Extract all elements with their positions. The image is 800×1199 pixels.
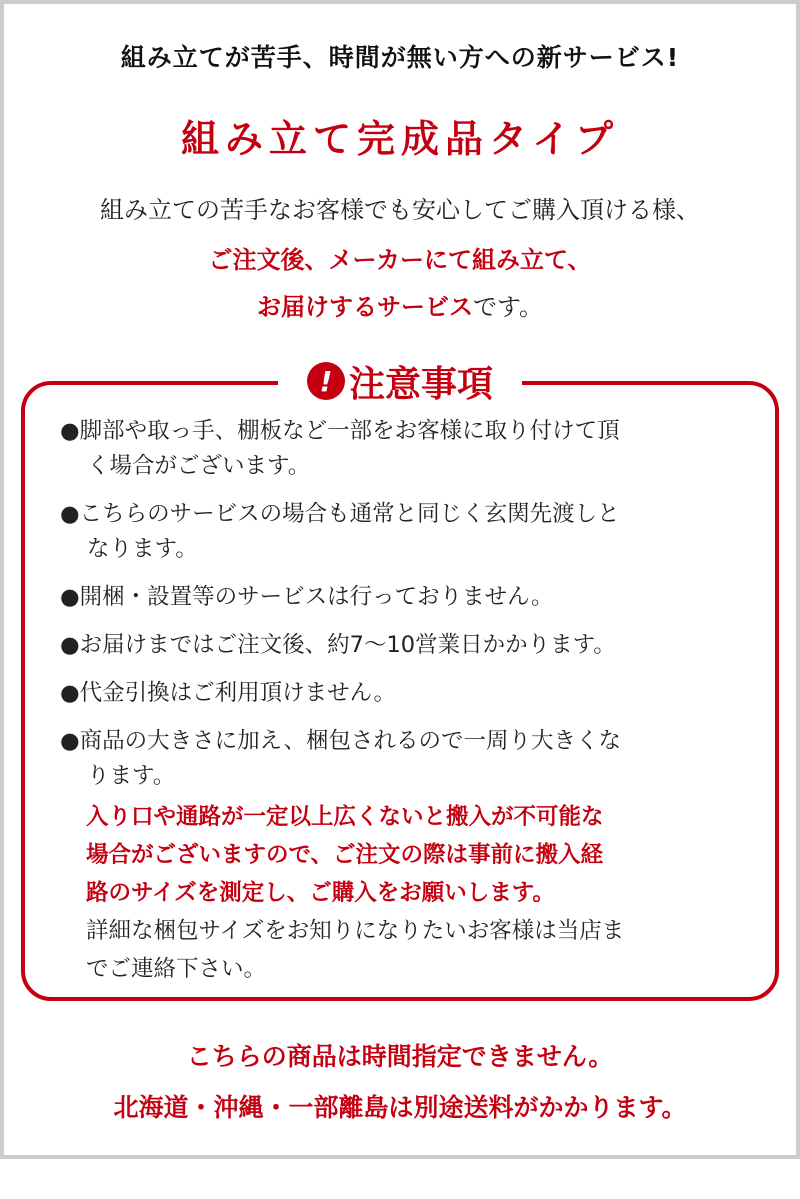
item-line: ●脚部や取っ手、棚板など一部をお客様に取り付けて頂 (60, 418, 620, 444)
red-note-line: 入り口や通路が一定以上広くないと搬入が不可能な (86, 804, 604, 830)
note-line: 詳細な梱包サイズをお知りになりたいお客様は当店ま (86, 918, 625, 944)
list-item (60, 628, 760, 663)
footer-line-2: 北海道・沖縄・一部離島は別途送料がかかります。 (113, 1093, 687, 1122)
notice-heading (278, 355, 522, 407)
footer-line-1: こちらの商品は時間指定できません。 (186, 1042, 614, 1071)
item-line: ●代金引換はご利用頂けません。 (60, 680, 396, 706)
list-item (60, 676, 760, 711)
intro-line-2: ご注文後、メーカーにて組み立て、 (208, 246, 592, 274)
list-item (60, 580, 760, 615)
headline: 組み立てが苦手、時間が無い方への新サービス! (120, 43, 680, 72)
exclamation-icon: ! (307, 362, 345, 400)
notice-list (60, 414, 760, 988)
red-note-line: 場合がございますので、ご注文の際は事前に搬入経 (86, 842, 604, 868)
item-line: く場合がございます。 (87, 453, 311, 479)
intro-line-3-rest: です。 (472, 293, 544, 321)
notice-heading-text: 注意事項 (348, 363, 493, 405)
item-line: ●開梱・設置等のサービスは行っておりません。 (60, 584, 554, 610)
list-item (60, 414, 760, 484)
intro-line-1: 組み立ての苦手なお客様でも安心してご購入頂ける様、 (100, 196, 700, 224)
page-title: 組み立て完成品タイプ (180, 117, 620, 161)
red-note-line: 路のサイズを測定し、ご購入をお願いします。 (86, 880, 555, 906)
item-line: なります。 (87, 536, 198, 562)
list-item (60, 497, 760, 567)
item-line: ります。 (87, 763, 176, 789)
intro-line-3-highlight: お届けするサービス (256, 293, 473, 321)
item-line: ●こちらのサービスの場合も通常と同じく玄関先渡しと (60, 501, 620, 527)
intro-line-3 (0, 287, 800, 322)
item-line: ●お届けまではご注文後、約7～10営業日かかります。 (60, 632, 616, 658)
note-line: でご連絡下さい。 (86, 956, 267, 982)
item-line: ●商品の大きさに加え、梱包されるので一周り大きくな (60, 728, 621, 754)
list-item (60, 724, 760, 794)
